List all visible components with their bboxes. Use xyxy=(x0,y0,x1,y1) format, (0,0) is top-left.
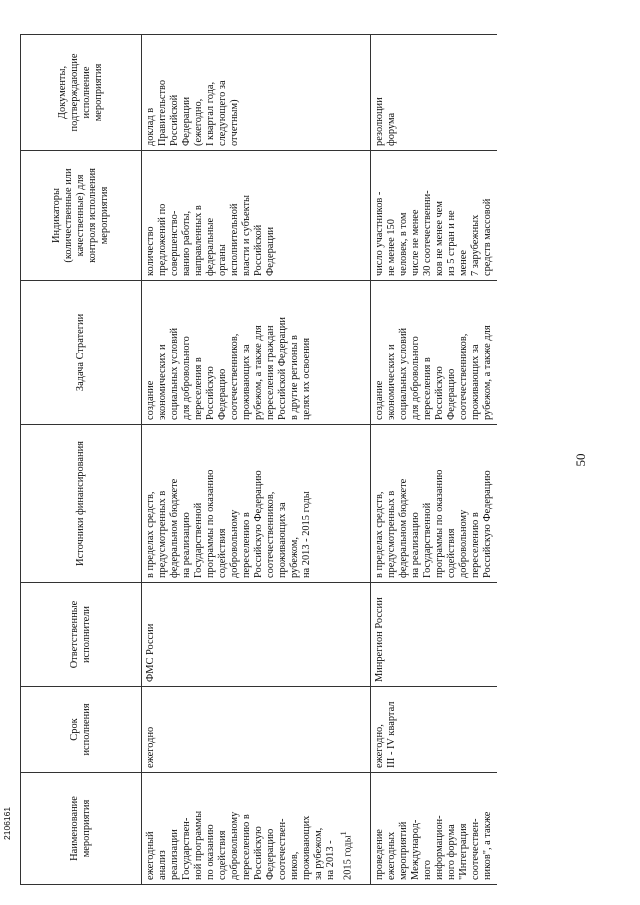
cell-funding: в пределах средств, предусмотренных в федеральном бюджете на реализацию Государственной программы по оказанию содействия добровольному переселению в Российскую Федерацию соотечественников, проживающих за рубежом, на 2013 - 2015 годы xyxy=(142,425,371,583)
table-row xyxy=(371,35,498,885)
cell-executor: ФМС России xyxy=(142,583,371,687)
footnote-marker: 1 xyxy=(338,831,348,836)
cell-indicators: число участников - не менее 150 человек, в том числе не менее 30 соотечественни- ков не менее чем из 5 стран и не менее 7 зарубежных средств массовой xyxy=(371,151,498,281)
cell-indicators: количество предложений по совершенство- ванию работы, направленных в федеральные органы исполнительной власти и субъекты Российской Федерации xyxy=(142,151,371,281)
cell-term: ежегодно xyxy=(142,687,371,773)
cell-documents: резолюции форума xyxy=(371,35,498,151)
cell-documents: доклад в Правительство Российской Федерации (ежегодно, I квартал года, следующего за отчетным) xyxy=(142,35,371,151)
header-indicators: Индикаторы (количественные или качественные) для контроля исполнения мероприятия xyxy=(21,151,142,281)
header-term: Срок исполнения xyxy=(21,687,142,773)
header-documents: Документы, подтверждающие исполнение мероприятия xyxy=(21,35,142,151)
cell-task: создание экономических и социальных условий для добровольного переселения в Российскую Федерацию соотечественников, проживающих за рубежом, а также для переселения граждан Российской Федерации в другие регионы в целях их освоения xyxy=(142,281,371,425)
table-header-row xyxy=(21,35,142,885)
header-funding: Источники финансирования xyxy=(21,425,142,583)
cell-name: проведение ежегодных мероприятий Международ- ного информацион- ного форума "Интеграция соотечествен- ников", а также xyxy=(371,773,498,885)
cell-term: ежегодно, III - IV квартал xyxy=(371,687,498,773)
header-name: Наименование мероприятия xyxy=(21,773,142,885)
rotated-page xyxy=(20,35,620,885)
cell-executor: Минрегион России xyxy=(371,583,498,687)
page-number: 50 xyxy=(573,453,588,467)
cell-name-text: ежегодный анализ реализации Государствен- ной программы по оказанию содействия добровольному переселению в Российскую Федерацию соотечествен- ников, проживающих за рубежом, на 2013 - 2015 годы xyxy=(145,810,354,880)
cell-funding: в пределах средств, предусмотренных в федеральном бюджете на реализацию Государственной программы по оказанию содействия добровольному переселению в Российскую Федерацию xyxy=(371,425,498,583)
cell-task: создание экономических и социальных условий для добровольного переселения в Российскую Федерацию соотечественников, проживающих за рубежом, а также для xyxy=(371,281,498,425)
header-executor: Ответственные исполнители xyxy=(21,583,142,687)
header-task: Задача Стратегии xyxy=(21,281,142,425)
measures-table xyxy=(20,34,497,885)
cell-name xyxy=(142,773,371,885)
table-row xyxy=(142,35,371,885)
document-code: 2106161 xyxy=(2,806,12,840)
